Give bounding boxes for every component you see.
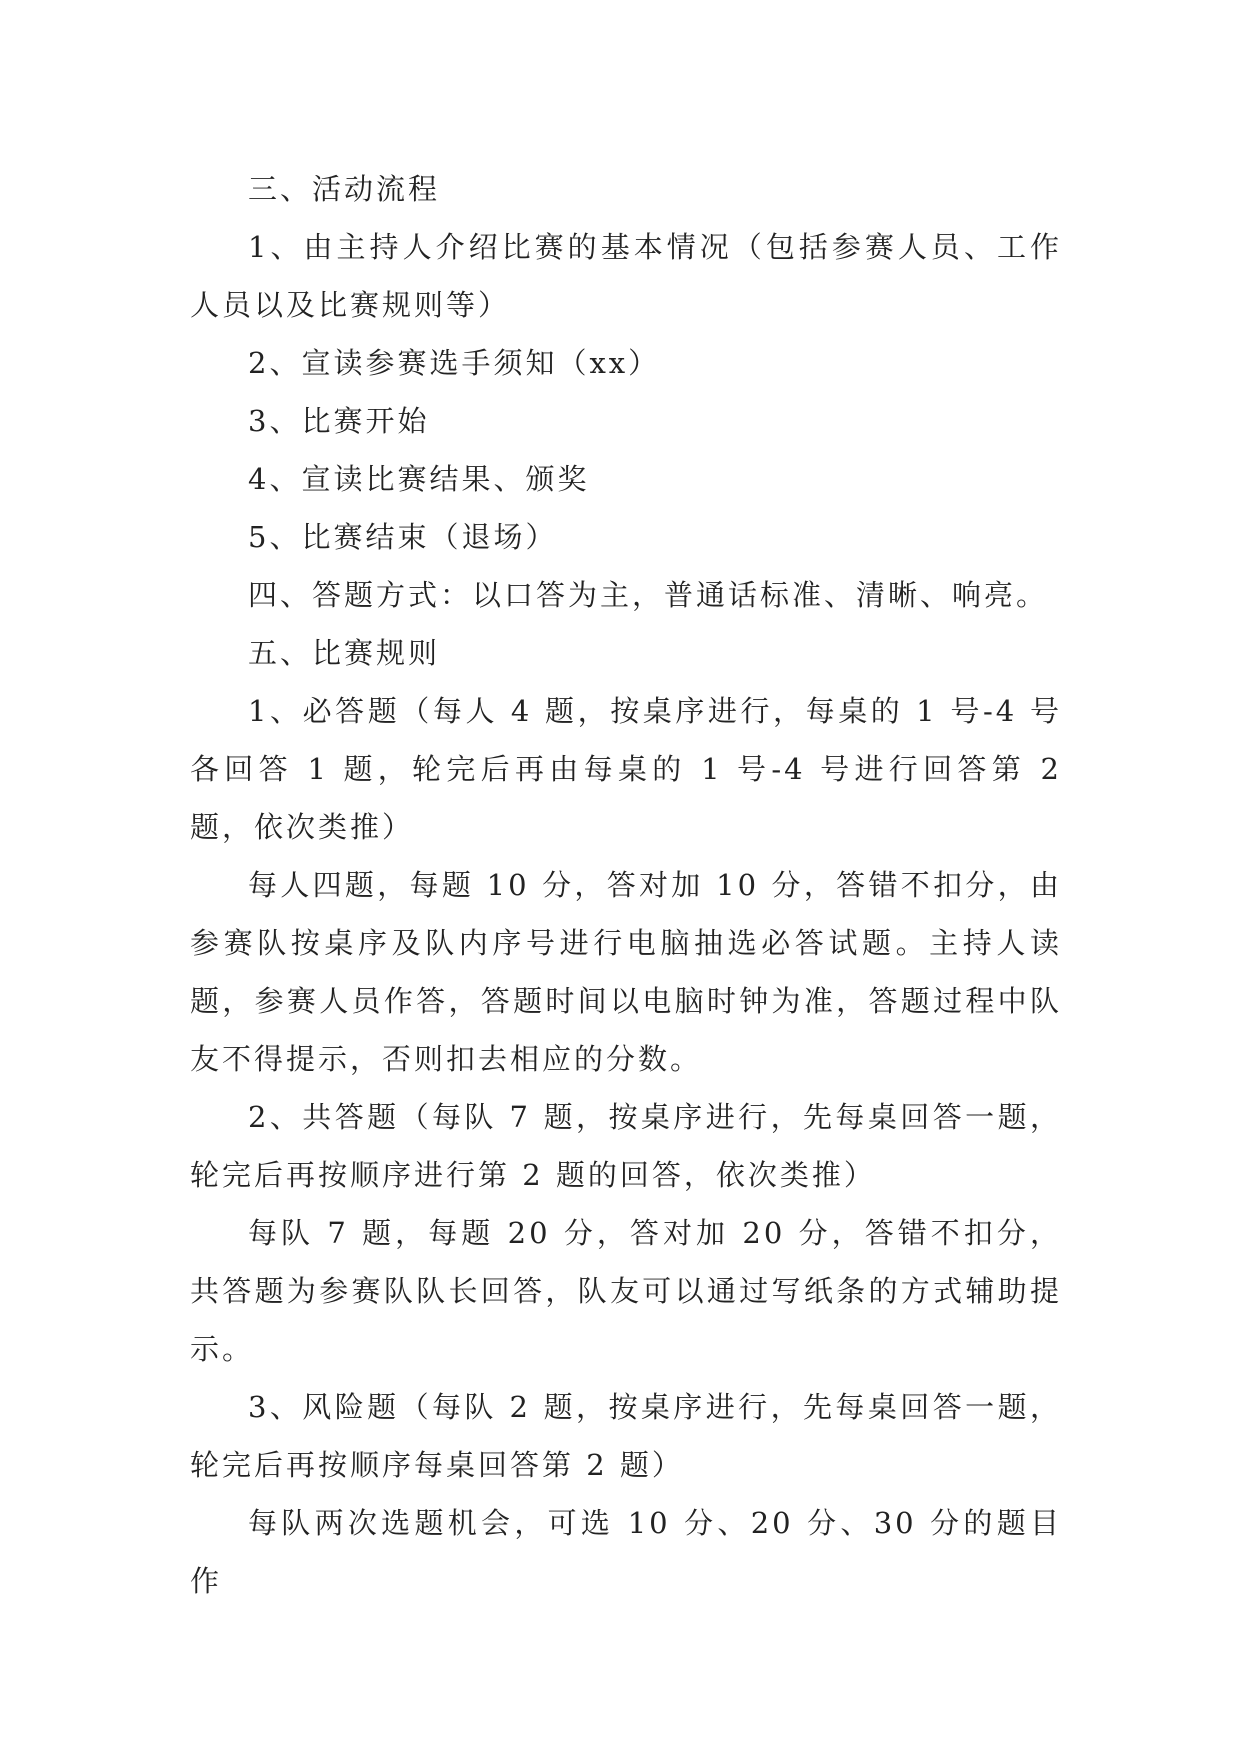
process-step-2: 2、宣读参赛选手须知（xx） — [248, 346, 661, 380]
section-heading-competition-rules: 五、比赛规则 — [248, 636, 441, 670]
rule-risk-questions-detail: 每队两次选题机会，可选 10 分、20 分、30 分的题目作 — [190, 1506, 1062, 1598]
rule-shared-questions-detail: 每队 7 题，每题 20 分，答对加 20 分，答错不扣分，共答题为参赛队队长回答，队友可以通过写纸条的方式辅助提示。 — [190, 1216, 1062, 1366]
process-step-5: 5、比赛结束（退场） — [248, 520, 558, 554]
section-heading-activity-process: 三、活动流程 — [248, 172, 441, 206]
document-body — [190, 160, 1062, 1610]
process-step-1: 1、由主持人介绍比赛的基本情况（包括参赛人员、工作人员以及比赛规则等） — [190, 230, 1062, 322]
process-step-3: 3、比赛开始 — [248, 404, 430, 438]
rule-shared-questions: 2、共答题（每队 7 题，按桌序进行，先每桌回答一题，轮完后再按顺序进行第 2 题的回答，依次类推） — [190, 1100, 1062, 1192]
rule-required-questions: 1、必答题（每人 4 题，按桌序进行，每桌的 1 号-4 号各回答 1 题，轮完后再由每桌的 1 号-4 号进行回答第 2 题，依次类推） — [190, 694, 1062, 844]
rule-required-questions-detail: 每人四题，每题 10 分，答对加 10 分，答错不扣分，由参赛队按桌序及队内序号进行电脑抽选必答试题。主持人读题，参赛人员作答，答题时间以电脑时钟为准，答题过程中队友不得提示，否则扣去相应的分数。 — [190, 868, 1062, 1076]
rule-risk-questions: 3、风险题（每队 2 题，按桌序进行，先每桌回答一题，轮完后再按顺序每桌回答第 2 题） — [190, 1390, 1062, 1482]
section-heading-answer-method: 四、答题方式：以口答为主，普通话标准、清晰、响亮。 — [248, 578, 1049, 612]
process-step-4: 4、宣读比赛结果、颁奖 — [248, 462, 590, 496]
